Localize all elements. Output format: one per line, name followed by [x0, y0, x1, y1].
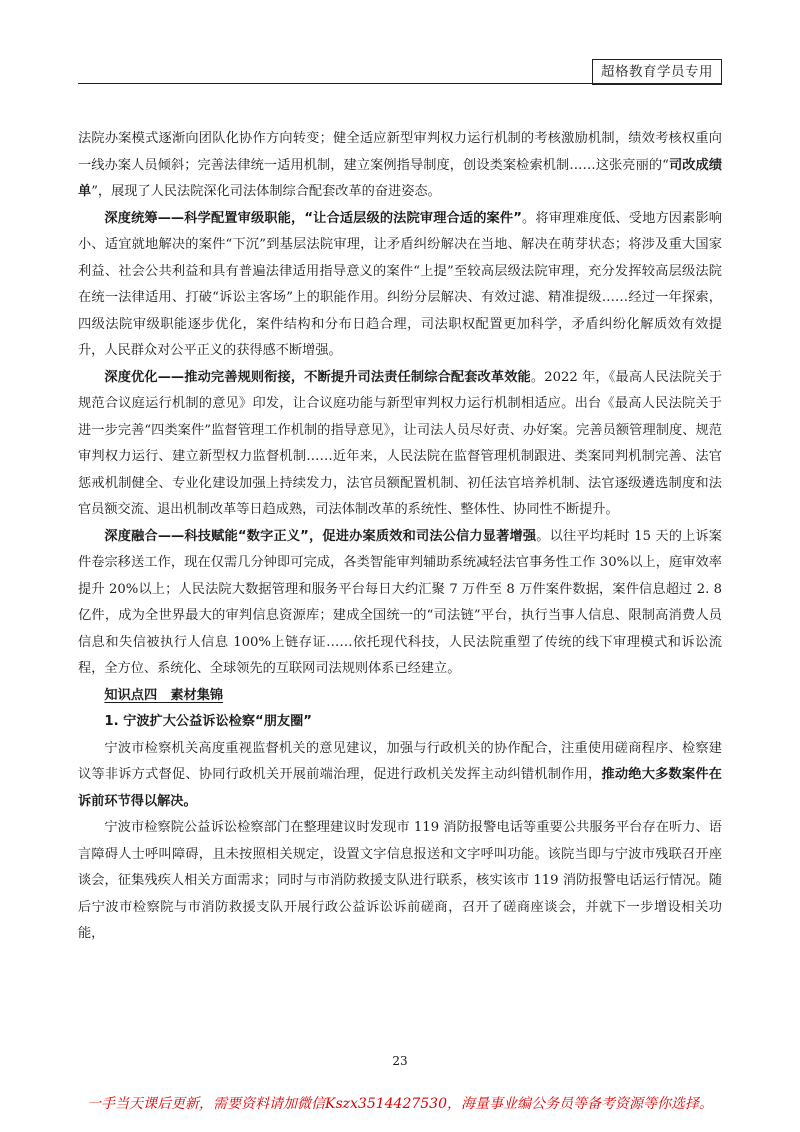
- paragraph-deep-coordination: [78, 206, 722, 365]
- paragraph-text: 法院办案模式逐渐向团队化协作方向转变；健全适应新型审判权力运行机制的考核激励机制，绩效考核权重向一线办案人员倾斜；完善法律统一适用机制，建立案例指导制度，创设类案检索机制……这张亮丽的“: [78, 131, 722, 173]
- paragraph-deep-integration: [78, 524, 722, 683]
- section-heading: 知识点四 素材集锦: [104, 687, 224, 703]
- paragraph-text: ”，展现了人民法院深化司法体制综合配套改革的奋进姿态。: [91, 184, 441, 199]
- paragraph-emphasis: 司改成绩单: [78, 157, 723, 199]
- paragraph-ningbo-2: [78, 815, 722, 948]
- paragraph-text: 宁波市检察机关高度重视监督机关的意见建议，加强与行政机关的协作配合，注重使用磋商程序、检察建议等非诉方式督促、协同行政机关开展前端治理，促进行政机关发挥主动纠错机制作用，: [78, 740, 722, 782]
- footer-note: 一手当天课后更新，需要资料请加微信Kszx3514427530，海量事业编公务员等备考资源等你选择。: [87, 1096, 713, 1112]
- paragraph-text: 。以往平均耗时 15 天的上诉案件卷宗移送工作，现在仅需几分钟即可完成，各类智能审判辅助系统减轻法官事务性工作 30%以上，庭审效率提升 20%以上；人民法院大数据管理和服务平台每日大约汇聚 7 万件至 8 万件案件数据，案件信息超过 2. 8 亿件，成为全世界最大的审判信息资源库；建成全国统一的“司法链”平台，执行当事人信息、限制高消费人员信息和失信被执行人信息 100%上链存证……依托现代科技，人民法院重塑了传统的线下审理模式和诉讼流程，全方位、系统化、全球领先的互联网司法规则体系已经建立。: [78, 528, 722, 676]
- paragraph-lead: 深度融合——科技赋能“数字正义”，促进办案质效和司法公信力显著增强: [104, 528, 537, 544]
- header-label: 超格教育学员专用: [592, 59, 722, 85]
- paragraph-emphasis: 推动绝大多数案件在诉前环节得以解决。: [78, 767, 722, 809]
- paragraph-text: 。将审理难度低、受地方因素影响小、适宜就地解决的案件“下沉”到基层法院审理，让矛盾纠纷解决在当地、解决在萌芽状态；将涉及重大国家利益、社会公共利益和具有普遍法律适用指导意义的案件“上提”至较高层级法院审理，充分发挥较高层级法院在统一法律适用、打破“诉讼主客场”上的职能作用。纠纷分层解决、有效过滤、精准提级……经过一年探索，四级法院审级职能逐步优化，案件结构和分布日趋合理，司法职权配置更加科学，矛盾纠纷化解质效有效提升，人民群众对公平正义的获得感不断增强。: [78, 210, 722, 358]
- paragraph-text: 。2022 年，《最高人民法院关于规范合议庭运行机制的意见》印发，让合议庭功能与新型审判权力运行机制相适应。出台《最高人民法院关于进一步完善“四类案件”监督管理工作机制的指导意见》，让司法人员尽好责、办好案。完善员额管理制度、规范审判权力运行、建立新型权力监督机制……近年来，人民法院在监督管理机制跟进、类案同判机制完善、法官惩戒机制健全、专业化建设加强上持续发力，法官员额配置机制、初任法官培养机制、法官逐级遴选制度和法官员额交流、退出机制改革等日趋成熟，司法体制改革的系统性、整体性、协同性不断提升。: [78, 369, 723, 517]
- page-body: [78, 126, 722, 948]
- paragraph-ningbo-1: [78, 736, 722, 816]
- paragraph-text: 宁波市检察院公益诉讼检察部门在整理建议时发现市 119 消防报警电话等重要公共服务平台存在听力、语言障碍人士呼叫障碍，且未按照相关规定，设置文字信息报送和文字呼叫功能。该院当即与宁波市残联召开座谈会，征集残疾人相关方面需求；同时与市消防救援支队进行联系，核实该市 119 消防报警电话运行情况。随后宁波市检察院与市消防救援支队开展行政公益诉讼诉前磋商，召开了磋商座谈会，并就下一步增设相关功能，: [78, 820, 722, 941]
- header-divider: [78, 83, 722, 84]
- paragraph-lead: 深度优化——推动完善规则衔接，不断提升司法责任制综合配套改革效能: [104, 369, 531, 385]
- paragraph-continuation: [78, 126, 722, 206]
- page-number: 23: [392, 1054, 408, 1068]
- paragraph-deep-optimization: [78, 365, 722, 524]
- paragraph-lead: 深度统筹——科学配置审级职能，“让合适层级的法院审理合适的案件”: [104, 210, 522, 226]
- subsection-heading: 1. 宁波扩大公益诉讼检察“朋友圈”: [104, 714, 312, 729]
